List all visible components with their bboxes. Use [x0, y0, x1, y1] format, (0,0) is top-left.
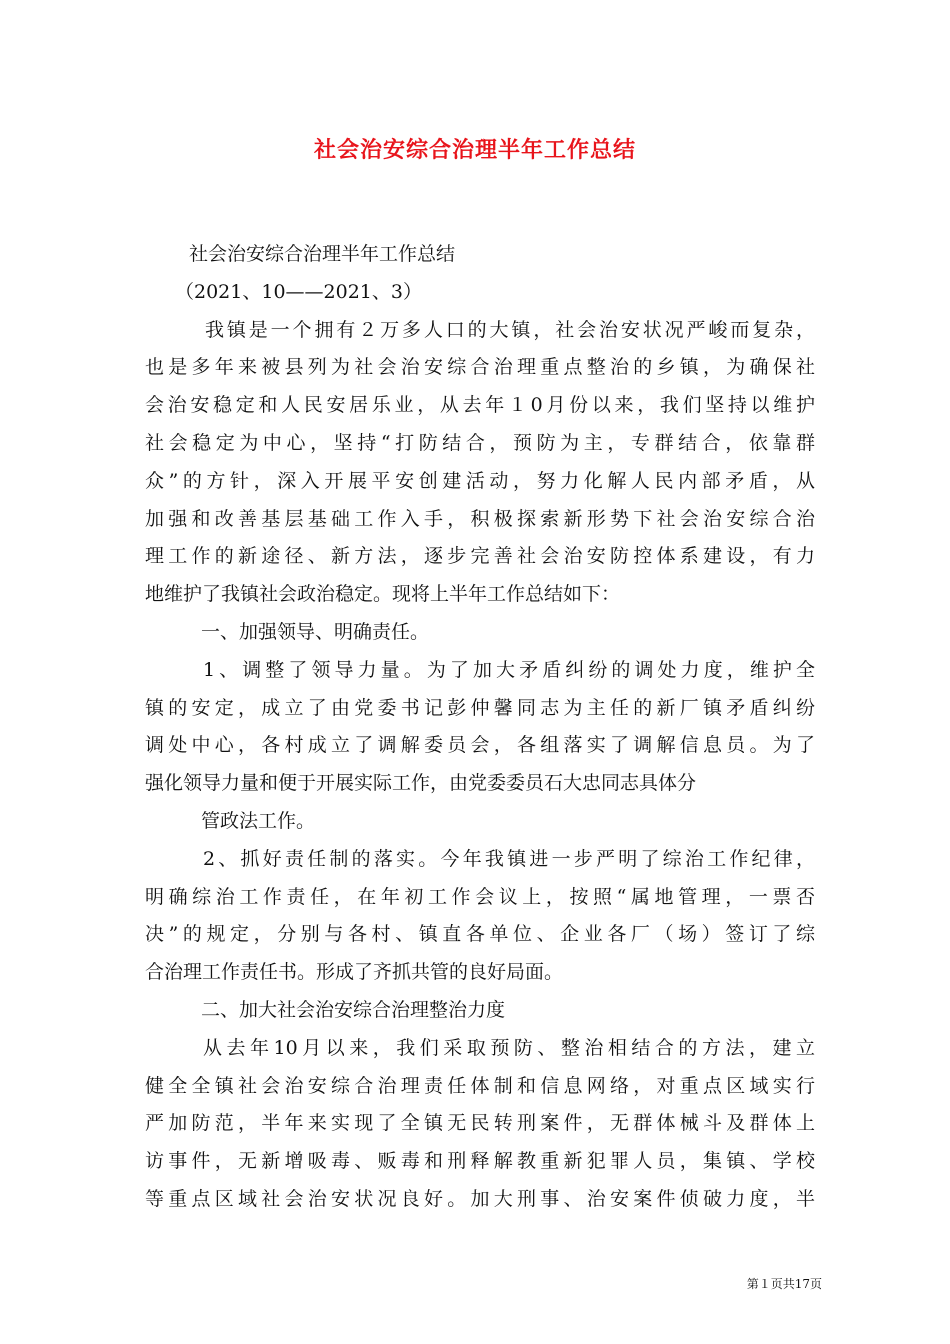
paragraph-line: 加强和改善基层基础工作入手，积极探索新形势下社会治安综合治: [145, 507, 815, 530]
paragraph-line: 会治安稳定和人民安居乐业，从去年１0月份以来，我们坚持以维护: [145, 394, 815, 417]
document-subtitle: 社会治安综合治理半年工作总结: [189, 243, 456, 265]
page-number: 第１页共17页: [746, 1277, 822, 1291]
paragraph-line: 2、抓好责任制的落实。今年我镇进一步严明了综治工作纪律，: [203, 847, 815, 870]
paragraph-line: 决”的规定，分别与各村、镇直各单位、企业各厂（场）签订了综: [145, 923, 815, 946]
paragraph-line: 从去年10月以来，我们采取预防、整治相结合的方法，建立: [203, 1036, 815, 1059]
document-title: 社会治安综合治理半年工作总结: [313, 137, 636, 163]
paragraph-line: 地维护了我镇社会政治稳定。现将上半年工作总结如下：: [145, 583, 621, 606]
paragraph-line: 理工作的新途径、新方法，逐步完善社会治安防控体系建设，有力: [145, 545, 815, 568]
section-heading: 一、加强领导、明确责任。: [201, 620, 430, 643]
paragraph-line: 强化领导力量和便于开展实际工作，由党委委员石大忠同志具体分: [145, 772, 697, 795]
paragraph-line: 我镇是一个拥有２万多人口的大镇，社会治安状况严峻而复杂，: [205, 318, 815, 341]
section-heading: 二、加大社会治安综合治理整治力度: [201, 998, 506, 1021]
paragraph-line: 管政法工作。: [201, 809, 316, 832]
paragraph-line: 等重点区域社会治安状况良好。加大刑事、治安案件侦破力度，半: [145, 1187, 815, 1210]
paragraph-line: 健全全镇社会治安综合治理责任体制和信息网络，对重点区域实行: [145, 1074, 815, 1097]
paragraph-line: 1、调整了领导力量。为了加大矛盾纠纷的调处力度，维护全: [203, 658, 815, 681]
document-date-range: （2021、10——2021、3）: [175, 280, 422, 303]
paragraph-line: 明确综治工作责任，在年初工作会议上，按照“属地管理，一票否: [145, 885, 815, 908]
paragraph-line: 合治理工作责任书。形成了齐抓共管的良好局面。: [145, 961, 564, 984]
paragraph-line: 社会稳定为中心，坚持“打防结合，预防为主，专群结合，依靠群: [145, 431, 815, 454]
paragraph-line: 众”的方针，深入开展平安创建活动，努力化解人民内部矛盾，从: [145, 469, 815, 492]
paragraph-line: 镇的安定，成立了由党委书记彭仲馨同志为主任的新厂镇矛盾纠纷: [145, 696, 815, 719]
document-body: [145, 236, 815, 1219]
paragraph-line: 调处中心，各村成立了调解委员会，各组落实了调解信息员。为了: [145, 734, 815, 757]
paragraph-line: 也是多年来被县列为社会治安综合治理重点整治的乡镇，为确保社: [145, 356, 815, 379]
paragraph-line: 严加防范，半年来实现了全镇无民转刑案件，无群体械斗及群体上: [145, 1112, 815, 1135]
paragraph-line: 访事件，无新增吸毒、贩毒和刑释解教重新犯罪人员，集镇、学校: [145, 1150, 815, 1173]
